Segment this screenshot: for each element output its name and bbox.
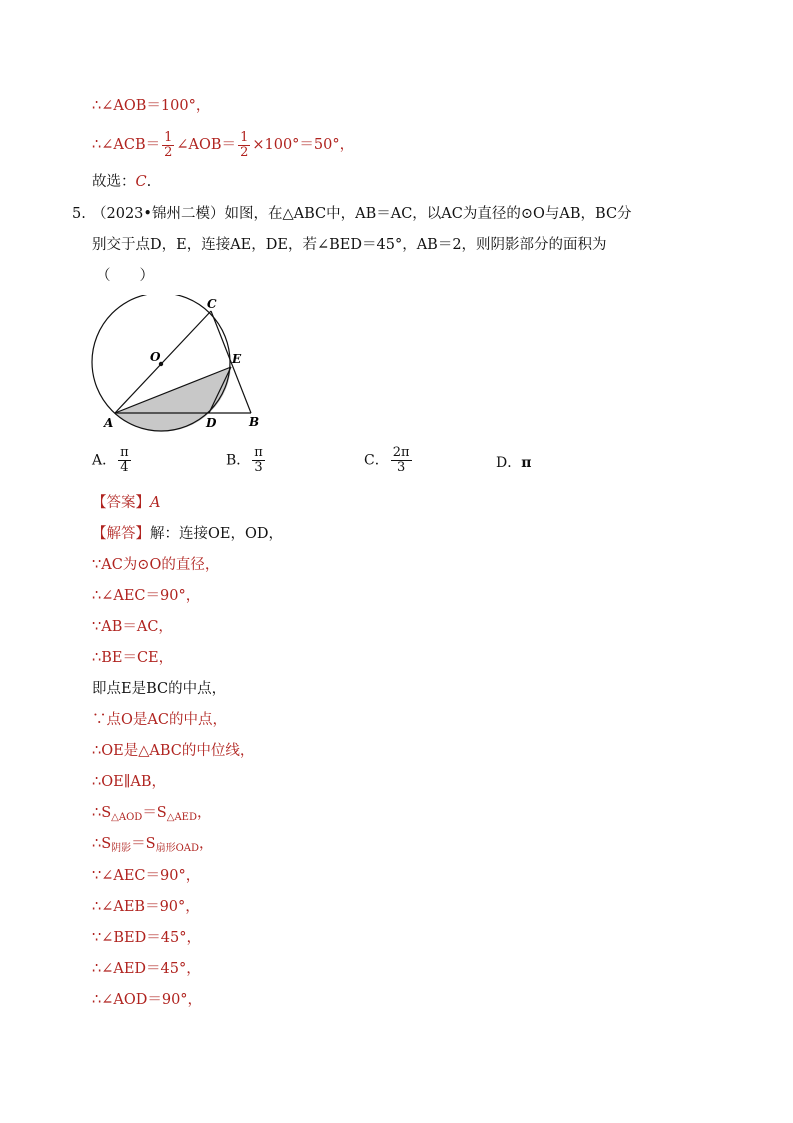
fraction-den: 2: [240, 144, 249, 160]
area-equation-2: [92, 834, 214, 856]
option-fraction: [118, 446, 131, 475]
label-o: O: [150, 350, 161, 364]
option-a[interactable]: [92, 446, 133, 475]
choose-label: 故选：: [92, 174, 136, 190]
option-d[interactable]: [496, 452, 531, 472]
answer-tag: 【答案】: [92, 495, 150, 511]
question-line-3: （ ）: [96, 268, 154, 284]
area-sub: △AED: [166, 812, 197, 823]
option-fraction: [252, 446, 265, 475]
prev-choose-line: [92, 172, 151, 192]
area-sub: 阴影: [111, 843, 132, 854]
fraction-num: 1: [240, 129, 249, 145]
label-a: A: [104, 416, 114, 430]
option-letter: C．: [364, 452, 389, 469]
prev-line-2-part-a: ∴∠ACB＝: [92, 137, 161, 153]
fraction-den: 3: [396, 460, 406, 475]
answer-value: A: [150, 495, 161, 511]
area-mid: ＝S: [131, 836, 156, 852]
area-sub: △AOD: [111, 812, 143, 823]
area-post: ，: [199, 836, 214, 852]
fraction-half-2: [238, 131, 250, 160]
solution-step: ∵AB＝AC，: [92, 619, 173, 635]
solution-step: ∴OE是△ABC的中位线，: [92, 743, 255, 759]
choose-suffix: .: [146, 174, 152, 190]
fraction-num: π: [120, 445, 129, 460]
option-text: π: [521, 455, 532, 471]
label-c: C: [207, 297, 217, 311]
area-post: ，: [196, 805, 212, 821]
fraction-den: 4: [120, 460, 129, 475]
question-line-1: （2023•锦州二模）如图，在△ABC中，AB＝AC，以AC为直径的⊙O与AB，BC分: [92, 206, 632, 222]
option-fraction: [391, 446, 412, 475]
question-line-2: 别交于点D，E，连接AE，DE，若∠BED＝45°，AB＝2，则阴影部分的面积为: [92, 237, 607, 253]
option-letter: D．: [496, 455, 522, 471]
fraction-num: π: [254, 445, 263, 460]
solution-step: ∴∠AOD＝90°，: [92, 992, 203, 1008]
area-pre: ∴S: [92, 836, 112, 852]
solution-step: ∴∠AEC＝90°，: [92, 588, 201, 604]
solution-step: ∵∠AEC＝90°，: [92, 868, 201, 884]
fraction-num: 1: [164, 129, 173, 145]
solution-step: ∴BE＝CE，: [92, 650, 174, 666]
label-d: D: [206, 416, 217, 430]
fraction-num: 2π: [392, 445, 410, 460]
prev-line-2: [92, 128, 354, 162]
option-b[interactable]: [226, 446, 267, 475]
geometry-figure: [82, 295, 272, 440]
solution-step: 即点E是BC的中点，: [92, 681, 227, 697]
option-letter: B．: [226, 452, 251, 469]
solution-tag: 【解答】: [92, 526, 150, 542]
prev-line-2-part-c: ×100°＝50°，: [252, 137, 355, 153]
label-e: E: [232, 352, 242, 366]
fraction-den: 2: [164, 144, 173, 160]
solution-step: ∵AC为⊙O的直径，: [92, 557, 220, 573]
choose-answer: C: [135, 174, 147, 190]
question-number: 5.: [72, 206, 86, 222]
area-equation-1: [92, 803, 211, 825]
solution-step: ∴OE∥AB，: [92, 774, 167, 790]
area-pre: ∴S: [92, 805, 112, 821]
option-letter: A．: [92, 452, 117, 469]
solution-step: ∴∠AEB＝90°，: [92, 899, 200, 915]
label-b: B: [249, 415, 260, 429]
area-sub: 扇形OAD: [155, 843, 200, 854]
solution-step: ∵∠BED＝45°，: [92, 930, 201, 946]
fraction-half-1: [162, 131, 174, 160]
solution-intro-line: [92, 524, 283, 544]
answer-line: [92, 493, 160, 513]
solution-intro: 解：连接OE，OD，: [150, 526, 283, 542]
solution-step: ∵点O是AC的中点，: [92, 712, 227, 728]
prev-line-1: ∴∠AOB＝100°，: [92, 98, 211, 114]
area-mid: ＝S: [142, 805, 167, 821]
fraction-den: 3: [254, 460, 263, 475]
prev-line-2-part-b: ∠AOB＝: [176, 137, 237, 153]
solution-step: ∴∠AED＝45°，: [92, 961, 201, 977]
option-c[interactable]: [364, 446, 414, 475]
